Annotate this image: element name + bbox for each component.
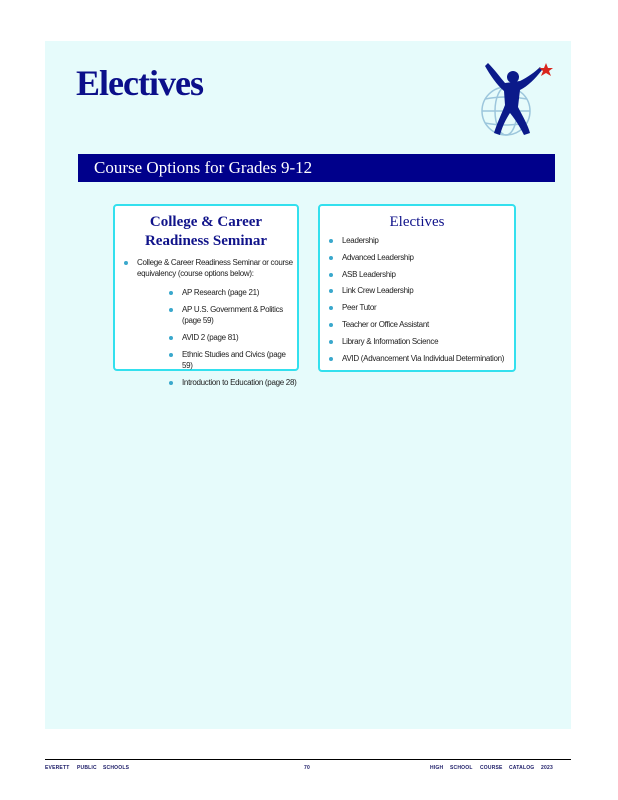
footer-text: SCHOOL (450, 765, 473, 771)
district-logo (472, 55, 557, 145)
list-item (137, 349, 297, 371)
footer-rule (45, 759, 571, 760)
list-item (320, 285, 514, 296)
footer-page-number: 70 (304, 765, 310, 771)
bullet-icon (329, 273, 333, 277)
bullet-icon (329, 306, 333, 310)
bullet-icon (169, 381, 173, 385)
bullet-icon (329, 340, 333, 344)
card-title-line: Readiness Seminar (144, 233, 268, 249)
bullet-icon (329, 357, 333, 361)
page-title: Electives (76, 63, 203, 103)
elective-text: Leadership (342, 236, 379, 245)
footer-text: COURSE (480, 765, 503, 771)
star-icon (539, 63, 553, 76)
footer-text: PUBLIC (77, 765, 97, 771)
bullet-icon (329, 256, 333, 260)
list-item (320, 302, 514, 313)
electives-list (320, 235, 514, 364)
option-text: AP Research (page 21) (182, 288, 260, 297)
section-banner: Course Options for Grades 9-12 (78, 154, 555, 182)
footer-text: HIGH (430, 765, 444, 771)
option-text: Ethnic Studies and Civics (page 59) (182, 350, 286, 370)
list-item (137, 304, 297, 326)
card-title-line: College & Career (149, 214, 263, 230)
list-item (320, 319, 514, 330)
footer-text: 2023 (541, 765, 553, 771)
bullet-icon (169, 336, 173, 340)
list-item (320, 269, 514, 280)
list-item (137, 332, 297, 343)
bullet-icon (329, 289, 333, 293)
elective-text: Teacher or Office Assistant (342, 319, 429, 329)
bullet-icon (169, 291, 173, 295)
bullet-icon (329, 239, 333, 243)
option-text: AP U.S. Government & Politics (page 59) (182, 305, 283, 325)
elective-text: ASB Leadership (342, 269, 396, 279)
footer-text: SCHOOLS (103, 765, 130, 771)
elective-text: Peer Tutor (342, 303, 377, 313)
requirement-list (115, 257, 297, 388)
electives-card (318, 204, 516, 372)
bullet-icon (169, 353, 173, 357)
elective-text: AVID (Advancement Via Individual Determination) (342, 353, 505, 363)
elective-text: Link Crew Leadership (342, 286, 414, 296)
list-item (115, 257, 297, 388)
bullet-icon (329, 323, 333, 327)
bullet-icon (124, 261, 128, 265)
college-career-card (113, 204, 299, 387)
list-item (137, 287, 297, 298)
course-options-list (137, 287, 297, 388)
footer-text: EVERETT (45, 765, 70, 771)
college-career-card-title (115, 213, 297, 251)
list-item (320, 252, 514, 263)
list-item (137, 377, 297, 388)
list-item (320, 353, 514, 364)
electives-card-title: Electives (389, 214, 445, 230)
option-text: AVID 2 (page 81) (182, 333, 239, 342)
list-item (320, 336, 514, 347)
bullet-icon (169, 308, 173, 312)
footer-text: CATALOG (509, 765, 535, 771)
elective-text: Advanced Leadership (342, 252, 414, 262)
elective-text: Library & Information Science (342, 336, 439, 346)
requirement-text: College & Career Readiness Seminar or course equivalency (course options below): (137, 258, 293, 278)
list-item (320, 235, 514, 246)
option-text: Introduction to Education (page 28) (182, 378, 297, 387)
